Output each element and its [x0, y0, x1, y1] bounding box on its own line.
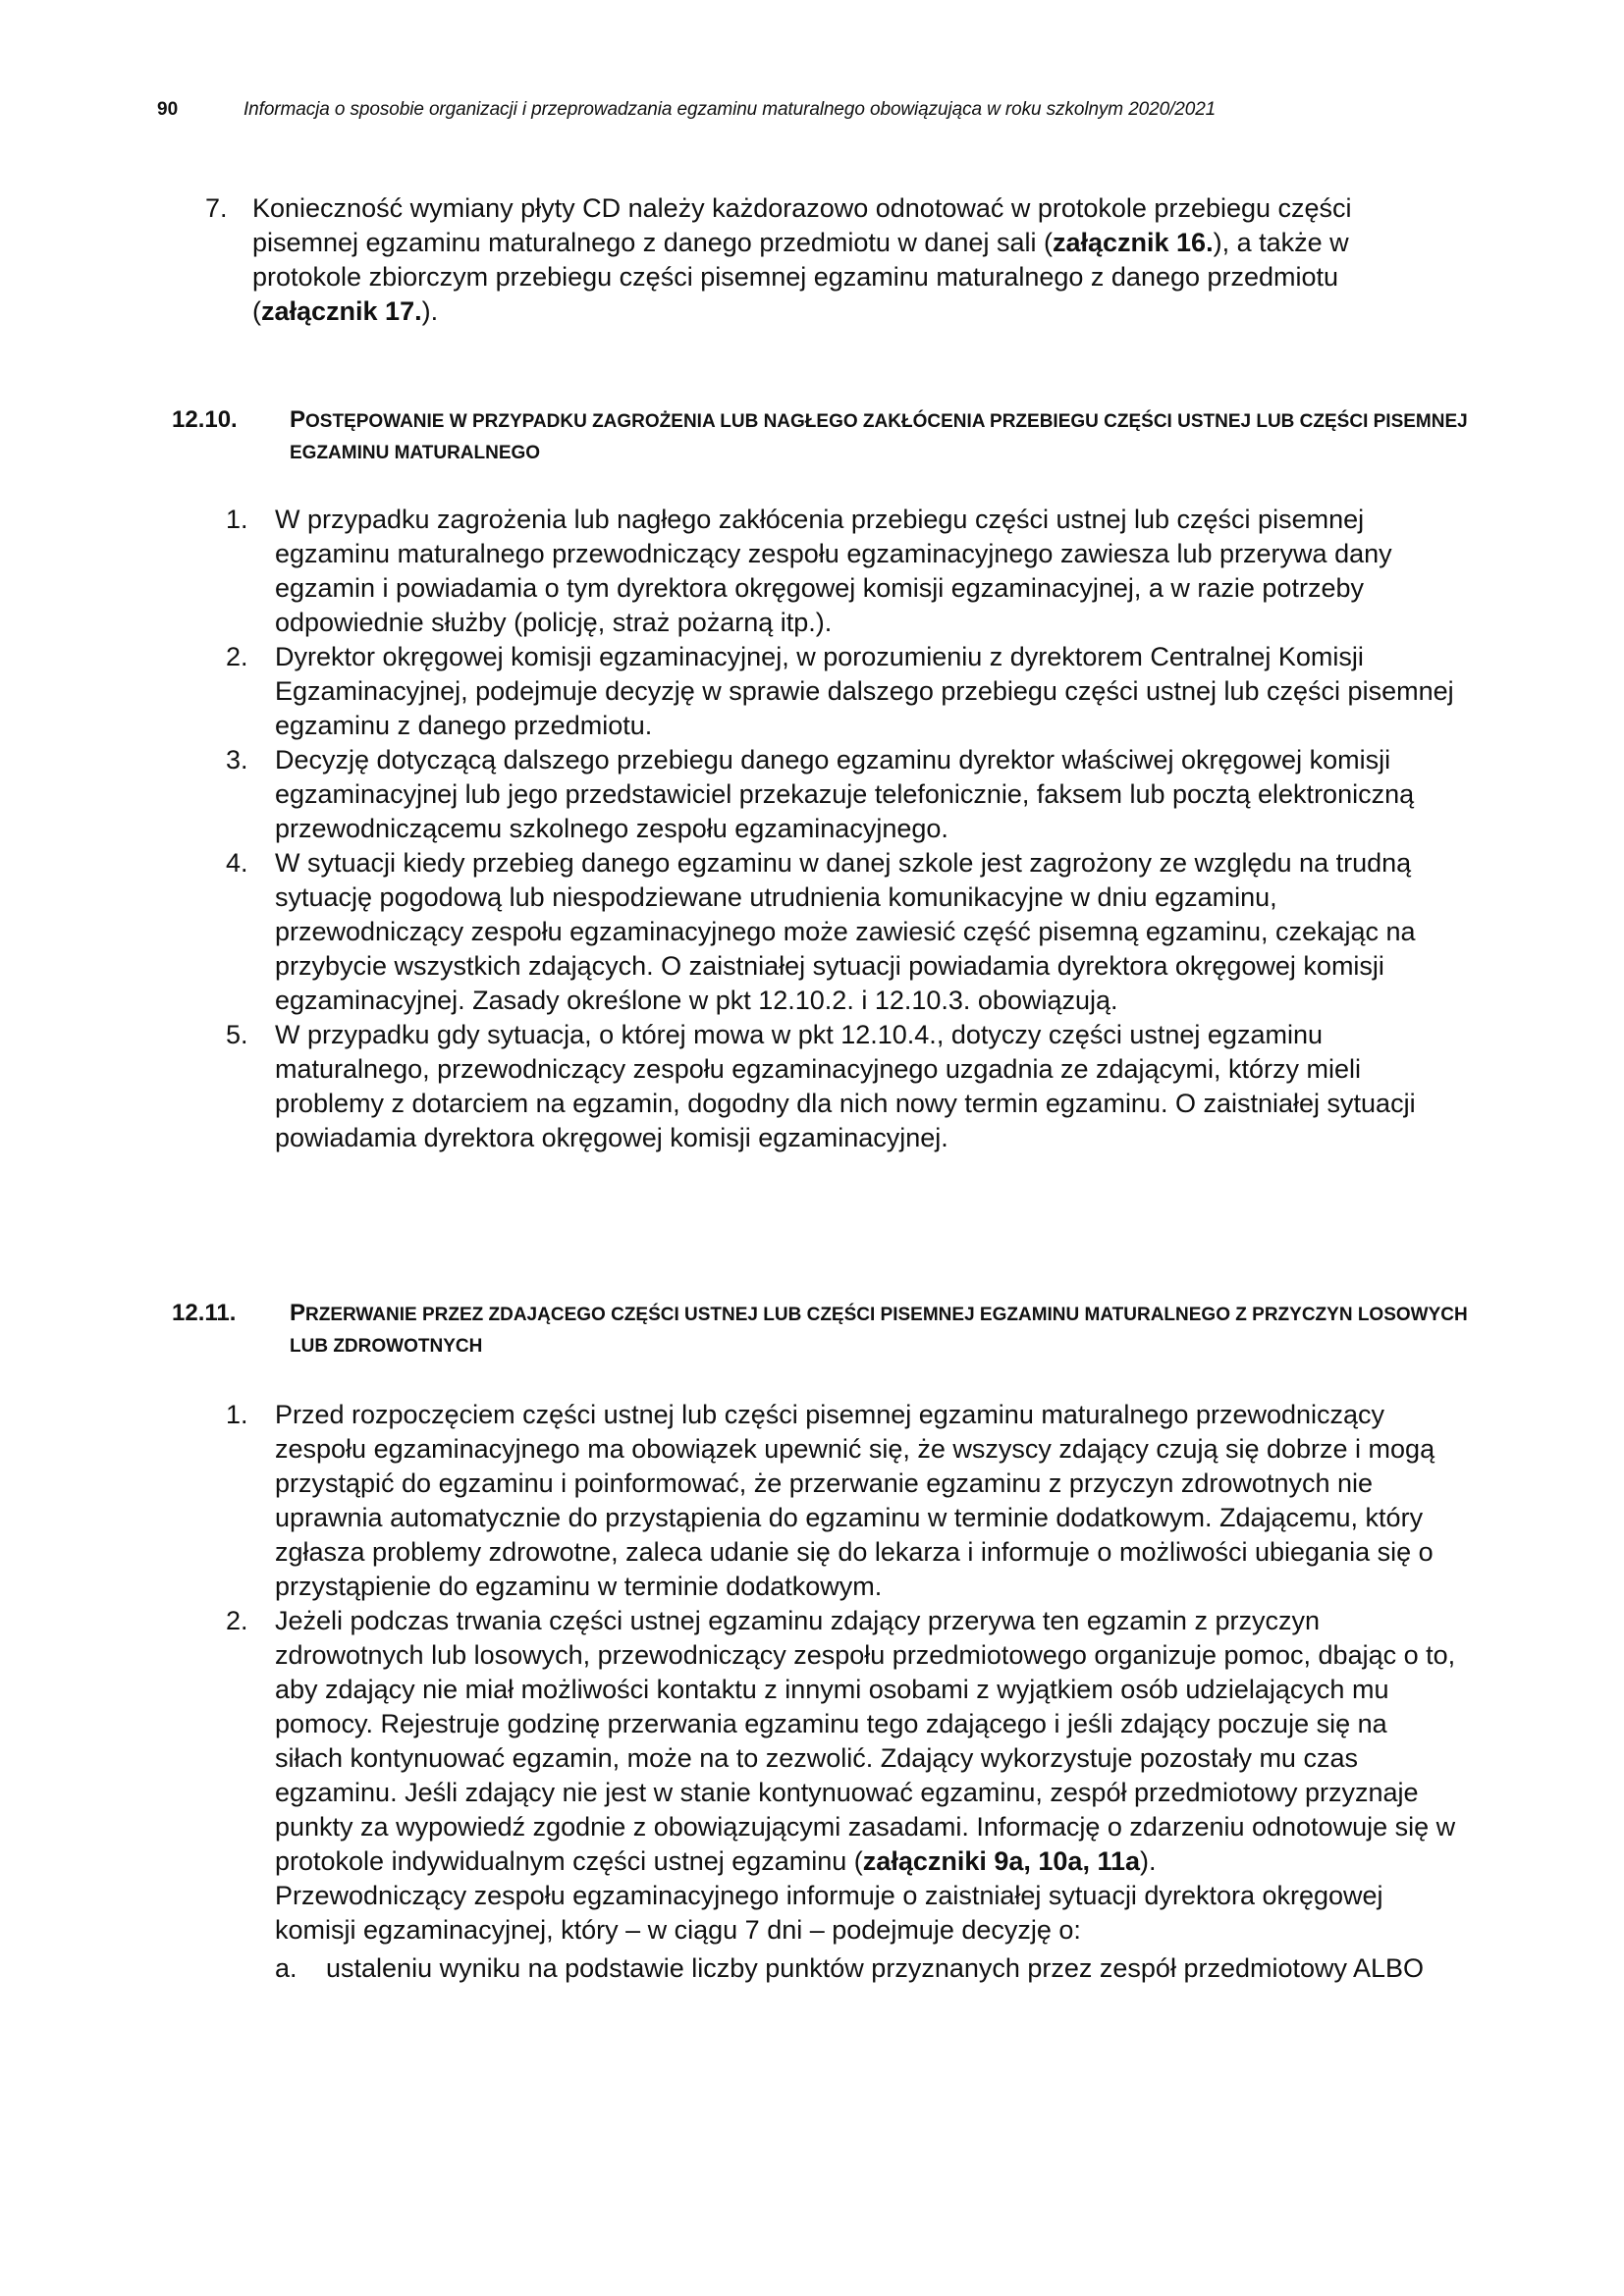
list-item: 4. W sytuacji kiedy przebieg danego egzaminu w danej szkole jest zagrożony ze względu na trudną sytuację pogodową lub niespodziewane utrudnienia komunikacyjne w dniu egzaminu, przewodniczący zespołu egzaminacyjnego może zawiesić część pisemną egzaminu, czekając na przybycie wszystkich zdających. O zaistniałej sytuacji powiadamia dyrektora okręgowej komisji egzaminacyjnej. Zasady określone w pkt 12.10.2. i 12.10.3. obowiązują. — [226, 848, 1416, 1015]
list-item: 7. Konieczność wymiany płyty CD należy każdorazowo odnotować w protokole przebiegu części pisemnej egzaminu maturalnego z danego przedmiotu w danej sali (załącznik 16.), a także w protokole zbiorczym przebiegu części pisemnej egzaminu maturalnego z danego przedmiotu (załącznik 17.). — [205, 193, 1352, 326]
list-item: 2. Jeżeli podczas trwania części ustnej egzaminu zdający przerywa ten egzamin z przyczyn zdrowotnych lub losowych, przewodniczący zespołu przedmiotowego organizuje pomoc, dbając o to, aby zdający nie miał możliwości kontaktu z innymi osobami z wyjątkiem osób udzielających mu pomocy. Rejestruje godzinę przerwania egzaminu tego zdającego i jeśli zdający poczuje się na siłach kontynuować egzamin, może na to zezwolić. Zdający wykorzystuje pozostały mu czas egzaminu. Jeśli zdający nie jest w stanie kontynuować egzaminu, zespół przedmiotowy przyznaje punkty za wypowiedź zgodnie z obowiązującymi zasadami. Informację o zdarzeniu odnotowuje się w protokole indywidualnym części ustnej egzaminu (załączniki 9a, 10a, 11a). Przewodniczący zespołu egzaminacyjnego informuje o zaistniałej sytuacji dyrektora okręgowej komisji egzaminacyjnej, który – w ciągu 7 dni – podejmuje decyzję o: a. ustaleniu wyniku na podstawie liczby punktów przyznanych przez zespół przedmiotowy ALBO — [201, 1604, 1458, 1986]
section-number: 12.10. — [172, 406, 238, 433]
continuation-paragraph: Przewodniczący zespołu egzaminacyjnego informuje o zaistniałej sytuacji dyrektora okręgowej komisji egzaminacyjnej, który – w ciągu 7 dni – podejmuje decyzję o: — [275, 1881, 1383, 1945]
running-title: Informacja o sposobie organizacji i przeprowadzania egzaminu maturalnego obowiązująca w roku szkolnym 2020/2021 — [244, 99, 1217, 120]
intro-list — [182, 191, 1458, 329]
list-item: 1. W przypadku zagrożenia lub nagłego zakłócenia przebiegu części ustnej lub części pisemnej egzaminu maturalnego przewodniczący zespołu egzaminacyjnego zawiesza lub przerywa dany egzamin i powiadamia o tym dyrektora okręgowej komisji egzaminacyjnej, a w razie potrzeby odpowiednie służby (policję, straż pożarną itp.). — [226, 505, 1392, 637]
list-marker: 1. — [226, 1400, 248, 1429]
section-title: POSTĘPOWANIE W PRZYPADKU ZAGROŻENIA LUB NAGŁEGO ZAKŁÓCENIA PRZEBIEGU CZĘŚCI USTNEJ LUB CZĘŚCI PISEMNEJ EGZAMINU MATURALNEGO — [290, 406, 1468, 463]
list-item: 5. W przypadku gdy sytuacja, o której mowa w pkt 12.10.4., dotyczy części ustnej egzaminu maturalnego, przewodniczący zespołu egzaminacyjnego uzgadnia ze zdającymi, którzy mieli problemy z dotarciem na egzamin, dogodny dla nich nowy termin egzaminu. O zaistniałej sytuacji powiadamia dyrektora okręgowej komisji egzaminacyjnej. — [226, 1020, 1416, 1152]
section-title: PRZERWANIE PRZEZ ZDAJĄCEGO CZĘŚCI USTNEJ LUB CZĘŚCI PISEMNEJ EGZAMINU MATURALNEGO Z PRZYCZYN LOSOWYCH LUB ZDROWOTNYCH — [290, 1300, 1468, 1357]
list-marker: 4. — [226, 848, 248, 878]
list-marker: 3. — [226, 745, 248, 774]
list-item: 3. Decyzję dotyczącą dalszego przebiegu danego egzaminu dyrektor właściwej okręgowej komisji egzaminacyjnej lub jego przedstawiciel przekazuje telefonicznie, faksem lub pocztą elektroniczną przewodniczącemu szkolnego zespołu egzaminacyjnego. — [226, 745, 1415, 843]
list-marker: 5. — [226, 1020, 248, 1049]
attachment-reference: załącznik 17. — [261, 296, 422, 326]
list-marker: 1. — [226, 505, 248, 534]
page-header — [157, 95, 1473, 125]
section-12-10-list — [201, 503, 1458, 1155]
list-item: 1. Przed rozpoczęciem części ustnej lub części pisemnej egzaminu maturalnego przewodniczący zespołu egzaminacyjnego ma obowiązek upewnić się, że wszyscy zdający czują się dobrze i mogą przystąpić do egzaminu i poinformować, że przerwanie egzaminu z przyczyn zdrowotnych nie uprawnia automatycznie do przystąpienia do egzaminu w terminie dodatkowym. Zdającemu, który zgłasza problemy zdrowotne, zaleca udanie się do lekarza i informuje o możliwości ubiegania się o przystąpienie do egzaminu w terminie dodatkowym. — [226, 1400, 1435, 1601]
list-item: 2. Dyrektor okręgowej komisji egzaminacyjnej, w porozumieniu z dyrektorem Centralnej Komisji Egzaminacyjnej, podejmuje decyzję w sprawie dalszego przebiegu części ustnej lub części pisemnej egzaminu z danego przedmiotu. — [226, 642, 1454, 740]
section-12-11-list — [201, 1398, 1458, 1986]
attachment-reference: załączniki 9a, 10a, 11a — [862, 1846, 1141, 1876]
section-number: 12.11. — [172, 1300, 237, 1326]
sub-list-item: a. ustaleniu wyniku na podstawie liczby punktów przyznanych przez zespół przedmiotowy ALBO — [275, 1951, 1458, 1986]
sub-list-marker: a. — [275, 1953, 298, 1983]
page-number: 90 — [157, 99, 179, 120]
list-marker: 7. — [205, 193, 228, 223]
attachment-reference: załącznik 16. — [1052, 228, 1214, 257]
list-marker: 2. — [226, 642, 248, 671]
list-marker: 2. — [226, 1606, 248, 1635]
